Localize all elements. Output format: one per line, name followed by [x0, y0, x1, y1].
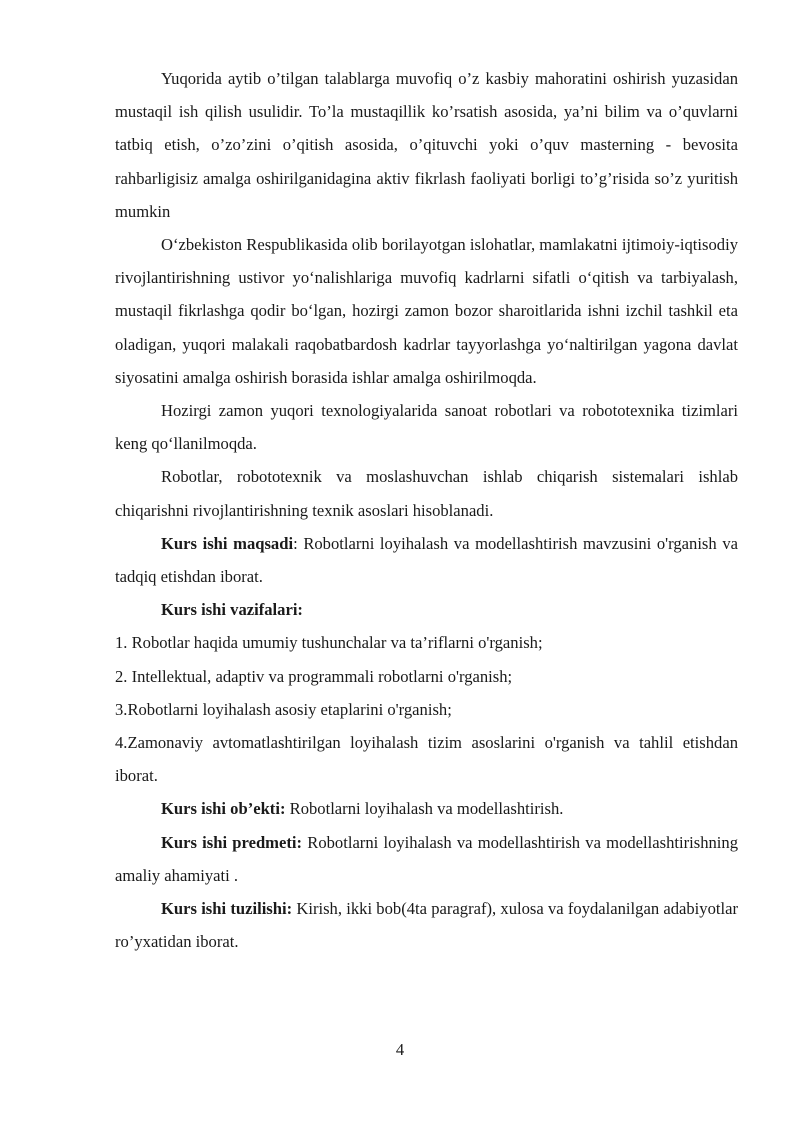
- paragraph-robots: Robotlar, robototexnik va moslashuvchan ishlab chiqarish sistemalari ishlab chiqarishni rivojlantirishning texnik asoslari hisoblanadi.: [115, 467, 738, 520]
- subject-text: Robotlarni loyihalash va modellashtirish va modellashtirishning amaliy ahamiyati .: [115, 832, 738, 885]
- paragraph-intro: Yuqorida aytib o’tilgan talablarga muvofiq o’z kasbiy mahoratini oshirish yuzasidan mustaqil ish qilish usulidir. To’la mustaqillik ko’rsatish asosida, ya’ni bilim va o’quvlarni tatbiq etish, o’zo’zini o’qitish asosida, o’qituvchi yoki o’quv masterning - bevosita rahbarligisiz amalga oshirilganidagina aktiv fikrlash faoliyati borligi to’g’risida so’z yuritish mumkin: [115, 69, 738, 221]
- task-item-1: 1. Robotlar haqida umumiy tushunchalar va ta’riflarni o'rganish;: [115, 633, 543, 653]
- paragraph-structure: [115, 892, 738, 958]
- structure-label: Kurs ishi tuzilishi:: [161, 899, 293, 919]
- subject-label: Kurs ishi predmeti:: [161, 832, 303, 852]
- structure-text: Kirish, ikki bob(4ta paragraf), xulosa va foydalanilgan adabiyotlar ro’yxatidan iborat.: [115, 899, 738, 952]
- paragraph-reforms: O‘zbekiston Respublikasida olib borilayotgan islohatlar, mamlakatni ijtimoiy-iqtisodiy rivojlantirishning ustivor yo‘nalishlariga muvofiq kadrlarni sifatli o‘qitish va tarbiyalash, mustaqil fikrlashga qodir bo‘lgan, hozirgi zamon bozor sharoitlarida ishni izchil tashkil eta oladigan, yuqori malakali raqobatbardosh kadrlar tayyorlashga yo‘naltirilgan yagona davlat siyosatini amalga oshirish borasida ishlar amalga oshirilmoqda.: [115, 235, 738, 387]
- task-item-4: 4.Zamonaviy avtomatlashtirilgan loyihalash tizim asoslarini o'rganish va tahlil etishdan iborat.: [115, 733, 738, 786]
- paragraph-goal: [115, 527, 738, 593]
- goal-text: : Robotlarni loyihalash va modellashtirish mavzusini o'rganish va tadqiq etishdan iborat.: [115, 533, 738, 587]
- task-item-3: 3.Robotlarni loyihalash asosiy etaplarini o'rganish;: [115, 699, 452, 719]
- page-body: [115, 62, 738, 958]
- task-item-2: 2. Intellektual, adaptiv va programmali robotlarni o'rganish;: [115, 666, 513, 686]
- page-number: 4: [395, 1040, 405, 1059]
- object-text: Robotlarni loyihalash va modellashtirish.: [285, 799, 564, 819]
- goal-label: Kurs ishi maqsadi: [161, 533, 294, 553]
- object-label: Kurs ishi ob’ekti:: [161, 799, 286, 819]
- paragraph-subject: [115, 826, 738, 892]
- paragraph-object: [115, 792, 738, 825]
- paragraph-technologies: Hozirgi zamon yuqori texnologiyalarida sanoat robotlari va robototexnika tizimlari keng qo‘llanilmoqda.: [115, 401, 738, 454]
- tasks-heading: Kurs ishi vazifalari:: [161, 600, 303, 620]
